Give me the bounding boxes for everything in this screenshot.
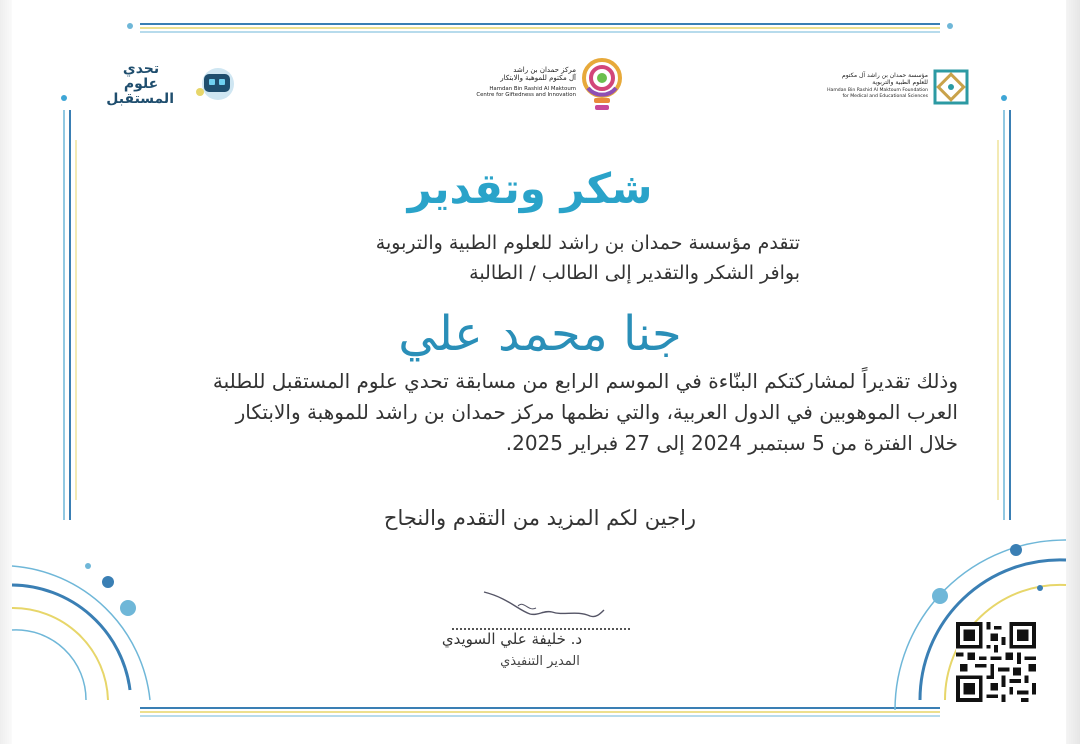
center-logo-text-en — [474, 86, 576, 98]
lightbulb-logo-icon — [580, 58, 624, 114]
intro-paragraph — [220, 228, 800, 288]
body-paragraph — [118, 366, 958, 459]
right-logo-ar-line-2: للعلوم الطبية والتربوية — [872, 79, 928, 86]
body-line-3: خلال الفترة من 5 سبتمبر 2024 إلى 27 فبراير 2025. — [505, 431, 958, 455]
foundation-logo-icon — [932, 68, 970, 106]
challenge-logo-line-1: تحدي — [122, 61, 160, 77]
signer-name: د. خليفة علي السويدي — [441, 630, 583, 648]
signature-scribble — [478, 580, 608, 630]
challenge-logo-line-3: المستقبل — [106, 91, 174, 107]
intro-line-1: تتقدم مؤسسة حمدان بن راشد للعلوم الطبية والتربوية — [375, 232, 800, 254]
center-logo-ar-line-2: آل مكتوم للموهبة والابتكار — [500, 74, 576, 82]
intro-line-2: بوافر الشكر والتقدير إلى الطالب / الطالبة — [469, 262, 800, 284]
center-logo-ar-line-1: مركز حمدان بن راشد — [513, 66, 576, 74]
challenge-logo-line-2: علوم — [123, 76, 159, 92]
signer-title: المدير التنفيذي — [500, 654, 580, 669]
right-logo-en-line-1: Hamdan Bin Rashid Al Maktoum Foundation — [827, 88, 928, 93]
student-name: جنا محمد علي — [398, 306, 682, 362]
right-logo-text-en — [826, 88, 928, 99]
right-logo-en-line-2: for Medical and Educational Sciences — [842, 93, 928, 99]
center-logo-en-line-2: Centre for Giftedness and Innovation — [476, 92, 576, 98]
closing-wish: راجين لكم المزيد من التقدم والنجاح — [383, 506, 697, 530]
certificate-title: شكر وتقدير — [407, 164, 653, 213]
right-logo-ar-line-1: مؤسسة حمدان بن راشد آل مكتوم — [841, 72, 928, 79]
center-logo-text-ar — [474, 66, 576, 82]
challenge-logo-text — [108, 62, 174, 107]
qr-code-icon — [956, 622, 1036, 702]
body-line-1: وذلك تقديراً لمشاركتكم البنّاءة في الموسم الرابع من مسابقة تحدي علوم المستقبل للطلبة — [212, 369, 958, 393]
right-logo-text-ar — [826, 72, 928, 86]
body-line-2: العرب الموهوبين في الدول العربية، والتي نظمها مركز حمدان بن راشد للموهبة والابتكار — [235, 400, 958, 424]
center-logo-en-line-1: Hamdan Bin Rashid Al Maktoum — [489, 86, 576, 92]
